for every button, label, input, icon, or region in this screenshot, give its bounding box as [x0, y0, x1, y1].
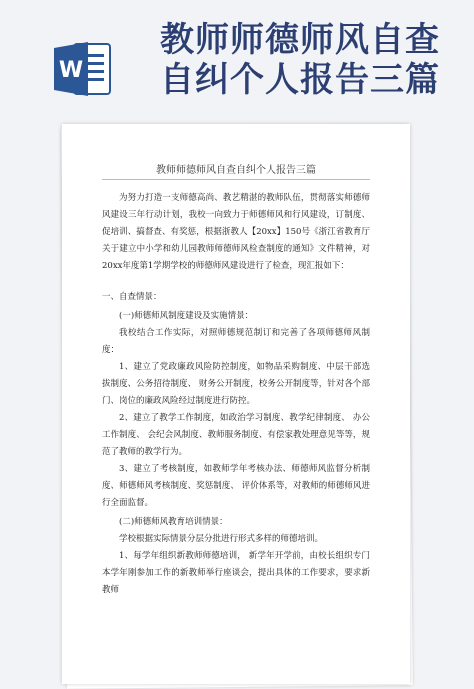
paragraph-2: 学校根据实际情景分层分批进行形式多样的师德培训。: [119, 534, 324, 544]
header-banner: [0, 0, 474, 120]
paragraph-1: 我校结合工作实际，对照师德规范制订和完善了各项师德师风制度：: [102, 328, 370, 355]
subsection-heading-2: (二)师德师风教育培训情景：: [119, 517, 228, 527]
word-document-icon: [52, 38, 114, 100]
list-item-3: 3、建立了考核制度，如教师学年考核办法、师德师风监督分析制度、师德师风考核制度、奖惩制度、 评价体系等，对教师的师德师风进行全面监督。: [102, 464, 370, 508]
document-title: 教师师德师风自查自纠个人报告三篇: [102, 162, 370, 180]
list-item-4: 1、每学年组织新教师师德培训， 新学年开学前，由校长组织专门本学年刚参加工作的新教师举行座谈会，提出具体的工作要求，要求新教师: [102, 551, 370, 595]
banner-title-line-1: 教师师德师风自查: [160, 20, 440, 60]
list-item-2: 2、建立了教学工作制度，如政治学习制度、教学纪律制度、 办公工作制度、 会纪会风制度、教师服务制度、有偿家教处理意见等等，规范了教师的教学行为。: [102, 413, 370, 457]
svg-text:W: W: [58, 58, 84, 83]
subsection-heading-1: (一)师德师风制度建设及实施情景：: [119, 311, 254, 321]
banner-title: [160, 20, 460, 100]
document-page: [62, 124, 410, 684]
intro-paragraph: 为努力打造一支师德高尚、教艺精湛的教师队伍，贯彻落实师德师风建设三年行动计划，我校一向致力于师德师风和行风建设，订制度、促培训、搞督查、有奖惩，根据浙教人【20xx】150号《浙江省教育厅关于建立中小学和幼儿园教师师德师风检查制度的通知》文件精神，对20xx年度第1学期学校的师德师风建设进行了检查，现汇报如下：: [102, 193, 370, 271]
document-content: [102, 162, 370, 599]
banner-title-line-2: 自纠个人报告三篇: [160, 60, 440, 100]
section-heading-1: 一、自查情景：: [102, 292, 162, 302]
list-item-1: 1、建立了党政廉政风险防控制度，如物品采购制度、中层干部选拔制度、公务招待制度、 财务公开制度，校务公开制度等，针对各个部门、岗位的廉政风险经过制度进行防控。: [102, 362, 370, 406]
